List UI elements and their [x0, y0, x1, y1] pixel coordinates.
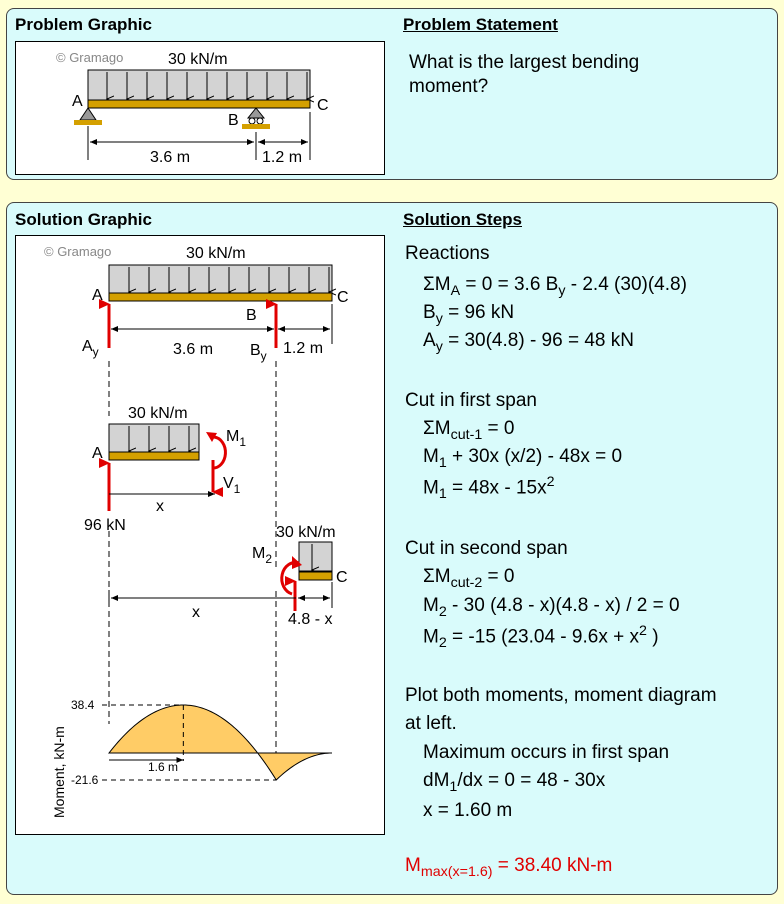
by-label: $B_y$	[250, 342, 267, 363]
reaction-96kn-label: 96 kN	[84, 517, 126, 534]
problem-statement-line1: What is the largest bending	[409, 52, 640, 73]
plot-line1: Plot both moments, moment diagram	[405, 685, 717, 706]
solution-diagram	[16, 236, 386, 836]
fbd2-beam	[299, 572, 332, 580]
dim-3-6: 3.6 m	[173, 341, 214, 358]
ay-label: $A_y$	[82, 338, 99, 359]
ground-b	[242, 124, 270, 129]
cut2-title: Cut in second span	[405, 538, 568, 559]
step-eq9: $M_2 = -15$ ($23.04 - 9.6x + x^2$ )	[423, 623, 659, 652]
dimension-lines	[111, 304, 332, 344]
dim-4-8-minus-x: 4.8 - x	[288, 611, 333, 628]
final-answer: $M_{max(x=1.6)} = 38.40$ kN-m	[405, 855, 613, 880]
roller-support-b	[248, 108, 264, 118]
ground-a	[74, 120, 102, 125]
max-line: Maximum occurs in first span	[423, 742, 670, 763]
step-eq1: $\Sigma M_A = 0 = 3.6$ $B_y - 2.4$ (30)(4.8)	[423, 274, 687, 299]
x-at-max-label: 1.6 m	[148, 760, 179, 774]
fbd2-dimension-lines	[109, 582, 332, 608]
label-a: A	[72, 93, 83, 110]
label-c: C	[317, 97, 329, 114]
dim-1-2: 1.2 m	[262, 149, 303, 166]
problem-statement-heading: Problem Statement	[403, 15, 558, 34]
watermark: © Gramago	[56, 50, 124, 65]
problem-graphic-heading: Problem Graphic	[15, 15, 152, 34]
beam	[88, 100, 310, 108]
step-eq2: $B_y = 96$ kN	[423, 302, 515, 327]
step-eq3: $A_y = 30(4.8) - 96 = 48$ kN	[423, 330, 634, 355]
fbd2-load-block	[299, 542, 332, 571]
label-b: B	[228, 112, 239, 129]
step-eq7: $\Sigma M_{cut-2} = 0$	[423, 566, 515, 591]
step-eq4: $\Sigma M_{cut-1} = 0$	[423, 418, 515, 443]
solution-graphic-box	[15, 235, 385, 835]
step-eq10: $dM_1/dx = 0 = 48 - 30x$	[423, 770, 606, 795]
fbd1-load-label: 30 kN/m	[128, 405, 188, 422]
problem-statement-line2: moment?	[409, 76, 489, 97]
watermark: © Gramago	[44, 244, 112, 259]
dim-1-2: 1.2 m	[283, 340, 324, 357]
fbd1-label-a: A	[92, 445, 103, 462]
m1-label: $M_1$	[226, 428, 247, 449]
solution-graphic-heading: Solution Graphic	[15, 210, 152, 229]
fbd2-label-c: C	[336, 569, 348, 586]
moment-axis-label: Moment, kN-m	[51, 726, 67, 818]
fbd2-load-label: 30 kN/m	[276, 524, 336, 541]
step-eq6: $M_1 = 48x - 15x^2$	[423, 474, 555, 503]
load-label: 30 kN/m	[186, 245, 246, 262]
plot-line2: at left.	[405, 713, 457, 734]
min-moment-label: -21.6	[71, 773, 99, 787]
moment-diagram-area	[109, 705, 332, 780]
m2-label: $M_2$	[252, 545, 273, 566]
step-eq8: $M_2 - 30$ (4.8 - x)(4.8 - x) / 2 = 0	[423, 595, 680, 620]
label-c: C	[337, 289, 349, 306]
distributed-load-block	[109, 265, 332, 293]
fbd2-x-label: x	[192, 604, 200, 621]
v1-label: $V_1$	[223, 475, 241, 496]
step-eq5: $M_1 + 30x$ (x/2) - 48x = 0	[423, 446, 623, 471]
dim-3-6: 3.6 m	[150, 149, 191, 166]
beam	[109, 293, 332, 301]
problem-graphic-box	[15, 41, 385, 175]
load-label: 30 kN/m	[168, 51, 228, 68]
step-eq11: x = 1.60 m	[423, 800, 513, 821]
fbd1-x-label: x	[156, 498, 164, 515]
max-moment-label: 38.4	[71, 698, 95, 712]
distributed-load-block	[88, 70, 310, 100]
fbd1-load-block	[109, 424, 199, 452]
fbd1-beam	[109, 452, 199, 460]
solution-steps-heading: Solution Steps	[403, 210, 522, 229]
label-a: A	[92, 287, 103, 304]
cut1-title: Cut in first span	[405, 390, 537, 411]
label-b: B	[246, 307, 257, 324]
reactions-title: Reactions	[405, 243, 490, 264]
problem-beam-diagram	[16, 42, 386, 176]
